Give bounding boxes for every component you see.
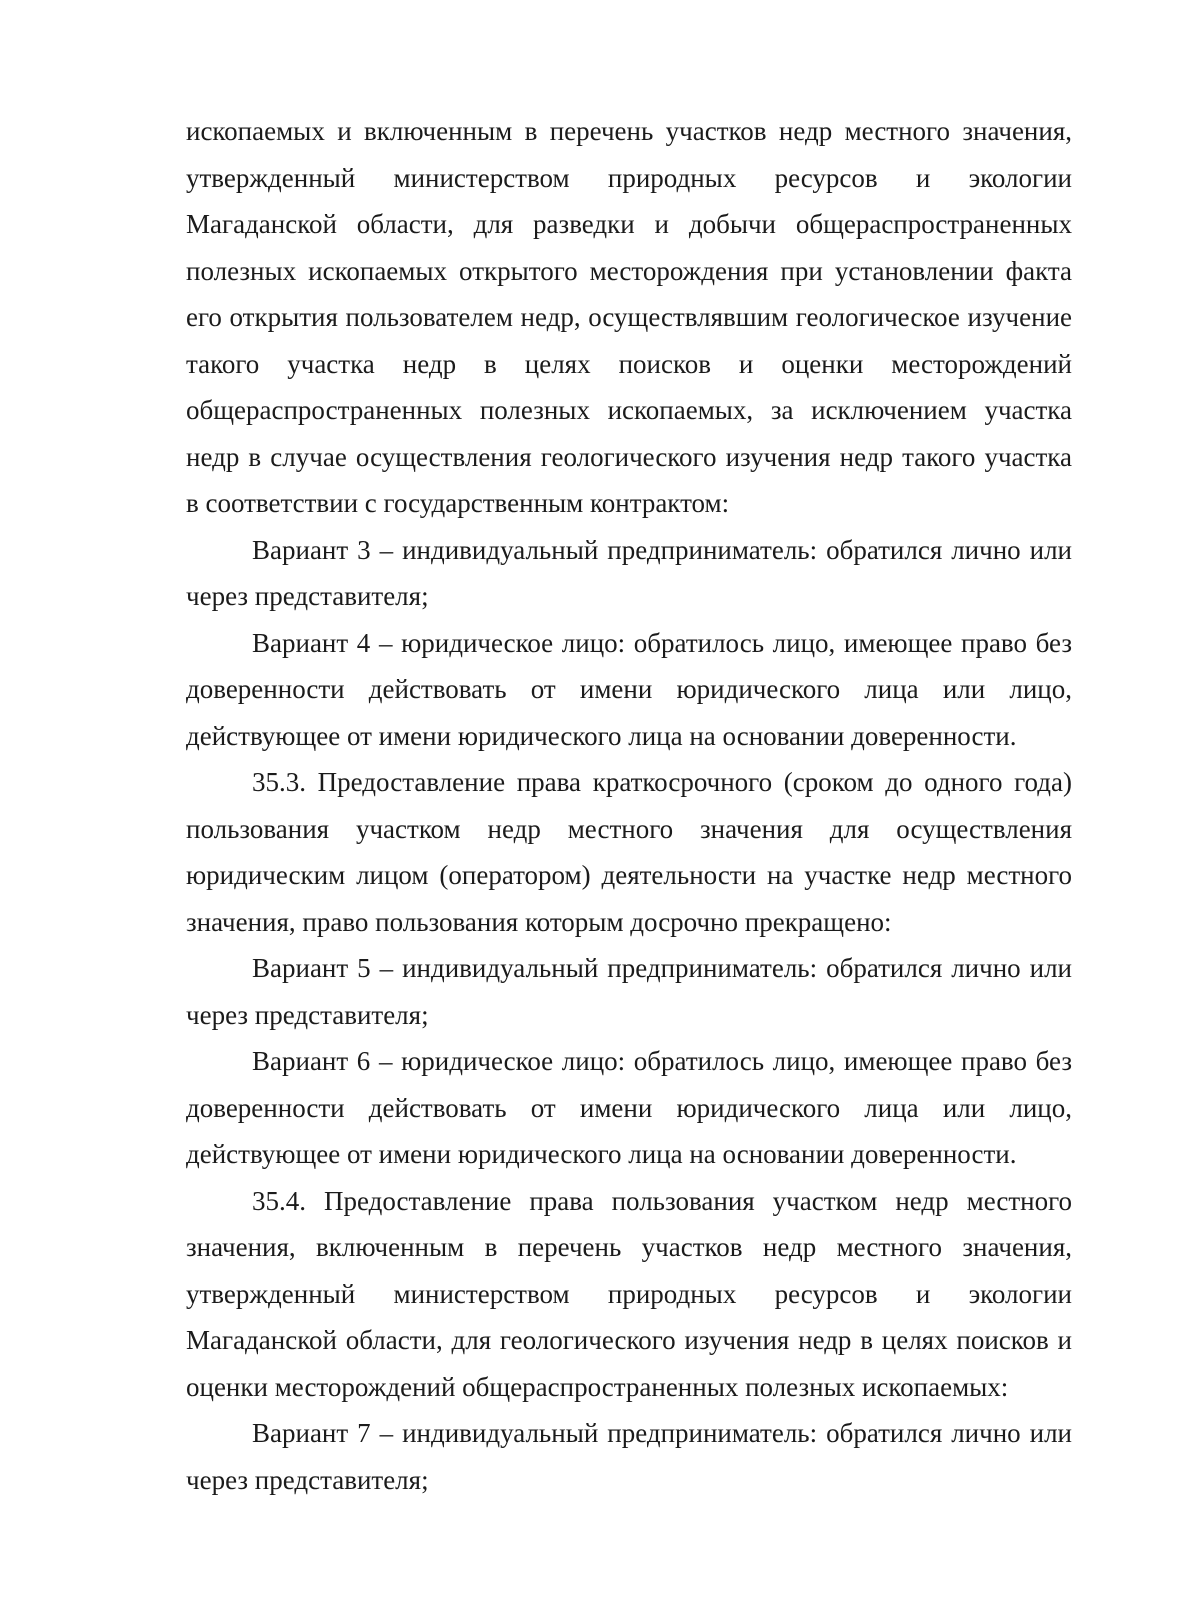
paragraph-variant-4: Вариант 4 – юридическое лицо: обратилось лицо, имеющее право без доверенности действовать от имени юридического лица или лицо, действующее от имени юридического лица на основании доверенности. <box>186 627 1072 751</box>
paragraph-variant-7: Вариант 7 – индивидуальный предприниматель: обратился лично или через представителя; <box>186 1418 1072 1495</box>
paragraph-variant-3: Вариант 3 – индивидуальный предприниматель: обратился лично или через представителя; <box>186 534 1072 611</box>
paragraph-section-35-4: 35.4. Предоставление права пользования участком недр местного значения, включенным в перечень участков недр местного значения, утвержденный министерством природных ресурсов и экологии Магаданской области, для геологического изучения недр в целях поисков и оценки месторождений общераспространенных полезных ископаемых: <box>186 1185 1072 1402</box>
paragraph-continuation: ископаемых и включенным в перечень участков недр местного значения, утвержденный министерством природных ресурсов и экологии Магаданской области, для разведки и добычи общераспространенных полезных ископаемых открытого месторождения при установлении факта его открытия пользователем недр, осуществлявшим геологическое изучение такого участка недр в целях поисков и оценки месторождений общераспространенных полезных ископаемых, за исключением участка недр в случае осуществления геологического изучения недр такого участка в соответствии с государственным контрактом: <box>186 116 1072 518</box>
paragraph-section-35-3: 35.3. Предоставление права краткосрочного (сроком до одного года) пользования участком недр местного значения для осуществления юридическим лицом (оператором) деятельности на участке недр местного значения, право пользования которым досрочно прекращено: <box>186 767 1072 937</box>
paragraph-variant-6: Вариант 6 – юридическое лицо: обратилось лицо, имеющее право без доверенности действовать от имени юридического лица или лицо, действующее от имени юридического лица на основании доверенности. <box>186 1046 1072 1169</box>
document-body <box>186 108 1072 1503</box>
paragraph-variant-5: Вариант 5 – индивидуальный предприниматель: обратился лично или через представителя; <box>186 953 1072 1030</box>
